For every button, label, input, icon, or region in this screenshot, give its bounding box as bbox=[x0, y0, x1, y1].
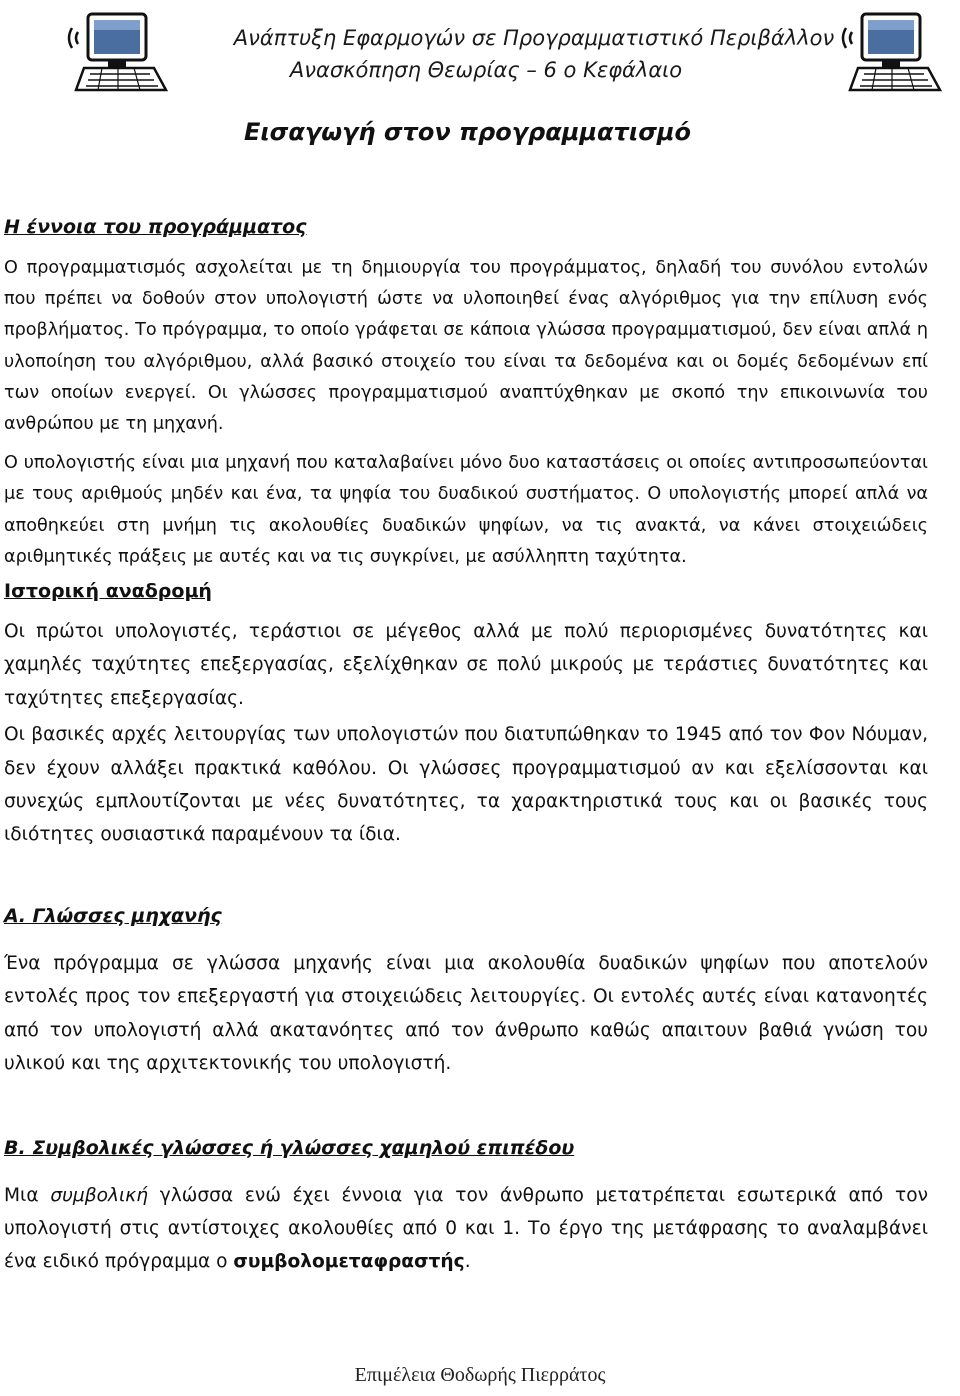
computer-clipart-icon bbox=[838, 6, 948, 98]
footer-author: Επιμέλεια Θοδωρής Πιερράτος bbox=[354, 1364, 606, 1386]
document-body bbox=[4, 212, 928, 1279]
section-heading-machine-languages: Α. Γλώσσες μηχανής bbox=[4, 904, 222, 927]
document-title: Εισαγωγή στον προγραμματισμό bbox=[243, 118, 692, 146]
symbolic-text-part-1: Μια bbox=[4, 1184, 51, 1206]
symbolic-emphasis: συμβολική bbox=[50, 1184, 148, 1206]
symbolic-text-part-2: γλώσσα ενώ έχει έννοια για τον άνθρωπο μετατρέπεται εσωτερικά από τον υπολογιστή στις αντίστοιχες ακολουθίες από 0 και 1. Το έργο της μετάφρασης το αναλαμβάνει ένα ειδικό πρόγραμμα ο bbox=[4, 1184, 928, 1273]
header-course-title: Ανάπτυξη Εφαρμογών σε Προγραμματιστικό Περιβάλλον bbox=[233, 26, 835, 50]
paragraph-history-von-neumann: Οι βασικές αρχές λειτουργίας των υπολογιστών που διατυπώθηκαν το 1945 από τον Φον Νόυμαν, δεν έχουν αλλάξει πρακτικά καθόλου. Οι γλώσσες προγραμματισμού αν και εξελίσσονται και συνεχώς εμπλουτίζονται με νέες δυνατότητες, τα χαρακτηριστικά τους και οι βασικές τους ιδιότητες ουσιαστικά παραμένουν τα ίδια. bbox=[4, 724, 928, 846]
section-heading-history: Ιστορική αναδρομή bbox=[4, 580, 212, 603]
paragraph-computer-binary: Ο υπολογιστής είναι μια μηχανή που καταλαβαίνει μόνο δυο καταστάσεις οι οποίες αντιπροσωπεύονται με τους αριθμούς μηδέν και ένα, τα ψηφία του δυαδικού συστήματος. Ο υπολογιστής μπορεί απλά να αποθηκεύει στη μνήμη τις ακολουθίες δυαδικών ψηφίων, να τις ανακτά, να κάνει στοιχειώδεις αριθμητικές πράξεις με αυτές και να τις συγκρίνει, με ασύλληπτη ταχύτητα. bbox=[4, 453, 928, 567]
section-heading-program: Η έννοια του προγράμματος bbox=[4, 216, 307, 238]
section-heading-symbolic-languages: Β. Συμβολικές γλώσσες ή γλώσσες χαμηλού επιπέδου bbox=[4, 1136, 575, 1159]
computer-clipart-icon bbox=[64, 6, 174, 98]
paragraph-program-definition: Ο προγραμματισμός ασχολείται με τη δημιουργία του προγράμματος, δηλαδή του συνόλου εντολών που πρέπει να δοθούν στον υπολογιστή ώστε να υλοποιηθεί ένας αλγόριθμος για την επίλυση ενός προβλήματος. Το πρόγραμμα, το οποίο γράφεται σε κάποια γλώσσα προγραμματισμού, δεν είναι απλά η υλοποίηση του αλγόριθμου, αλλά βασικό στοιχείο του είναι τα δεδομένα και οι δομές δεδομένων επί των οποίων ενεργεί. Οι γλώσσες προγραμματισμού αναπτύχθηκαν με σκοπό την επικοινωνία του ανθρώπου με τη μηχανή. bbox=[4, 258, 928, 435]
paragraph-machine-languages: Ένα πρόγραμμα σε γλώσσα μηχανής είναι μια ακολουθία δυαδικών ψηφίων που αποτελούν εντολές προς τον επεξεργαστή για στοιχειώδεις λειτουργίες. Οι εντολές αυτές είναι κατανοητές από τον υπολογιστή αλλά ακατανόητες από τον άνθρωπο καθώς απαιτουν βαθιά γνώση του υλικού και της αρχιτεκτονικής του υπολογιστή. bbox=[4, 952, 928, 1075]
symbolic-text-part-3: . bbox=[464, 1251, 471, 1273]
assembler-term: συμβολομεταφραστής bbox=[233, 1251, 465, 1273]
header-chapter-subtitle: Ανασκόπηση Θεωρίας – 6 ο Κεφάλαιο bbox=[289, 58, 683, 82]
paragraph-symbolic-languages bbox=[4, 1179, 928, 1279]
paragraph-history-evolution: Οι πρώτοι υπολογιστές, τεράστιοι σε μέγεθος αλλά με πολύ περιορισμένες δυνατότητες και χαμηλές ταχύτητες επεξεργασίας, εξελίχθηκαν σε πολύ μικρούς με τεράστιες δυνατότητες και ταχύτητες επεξεργασίας. bbox=[4, 621, 928, 709]
